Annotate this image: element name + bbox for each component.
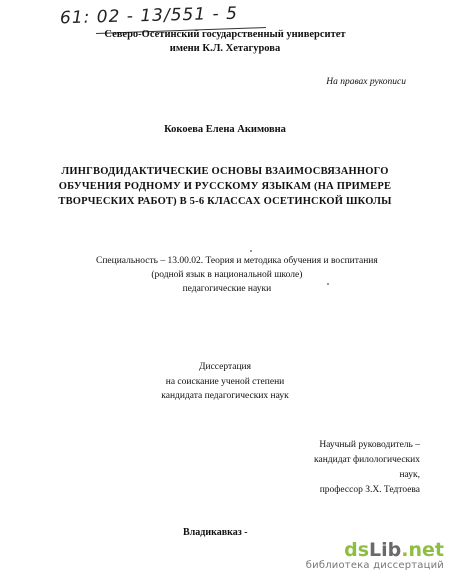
degree-line-3: кандидата педагогических наук [161,391,289,401]
watermark-logo-ds: ds [344,539,370,561]
supervisor-line-1: Научный руководитель – [319,440,420,450]
degree-block [0,360,450,404]
city-year: Владикавказ - [183,527,248,538]
degree-line-2: на соискание ученой степени [165,376,285,387]
specialty-block [96,254,378,296]
university-block [0,28,450,56]
manuscript-rights-note: На правах рукописи [326,77,406,87]
university-name: Северо-Осетинский государственный университет [104,29,346,40]
scan-speck [250,250,252,252]
university-named-after: имени К.Л. Хетагурова [169,43,281,54]
watermark-logo-lib: Lib [369,539,402,561]
title-line-3: ТВОРЧЕСКИХ РАБОТ) В 5-6 КЛАССАХ ОСЕТИНСКОЙ ШКОЛЫ [58,196,392,207]
scan-speck [327,283,329,285]
supervisor-line-2: кандидат филологических наук, [314,455,420,480]
degree-line-1: Диссертация [199,362,251,372]
dissertation-title [0,164,450,209]
specialty-line-3: педагогические науки [182,284,272,294]
specialty-line-1: Специальность – 13.00.02. Теория и методика обучения и воспитания [96,256,378,266]
title-line-1: ЛИНГВОДИДАКТИЧЕСКИЕ ОСНОВЫ ВЗАИМОСВЯЗАННОГО [61,166,389,177]
title-line-2: ОБУЧЕНИЯ РОДНОМУ И РУССКОМУ ЯЗЫКАМ (НА ПРИМЕРЕ [58,181,392,192]
specialty-line-2: (родной язык в национальной школе) [151,270,303,280]
watermark-logo-net: .net [401,539,444,561]
watermark-logo [306,540,444,560]
author-name: Кокоева Елена Акимовна [164,124,286,135]
watermark-subtitle: библиотека диссертаций [305,560,444,571]
dslib-watermark [306,540,444,571]
supervisor-line-3: профессор З.Х. Тедтоева [319,485,420,495]
supervisor-block [300,438,420,498]
handwritten-archive-code: 61: 02 - 13/551 - 5 [59,3,239,29]
